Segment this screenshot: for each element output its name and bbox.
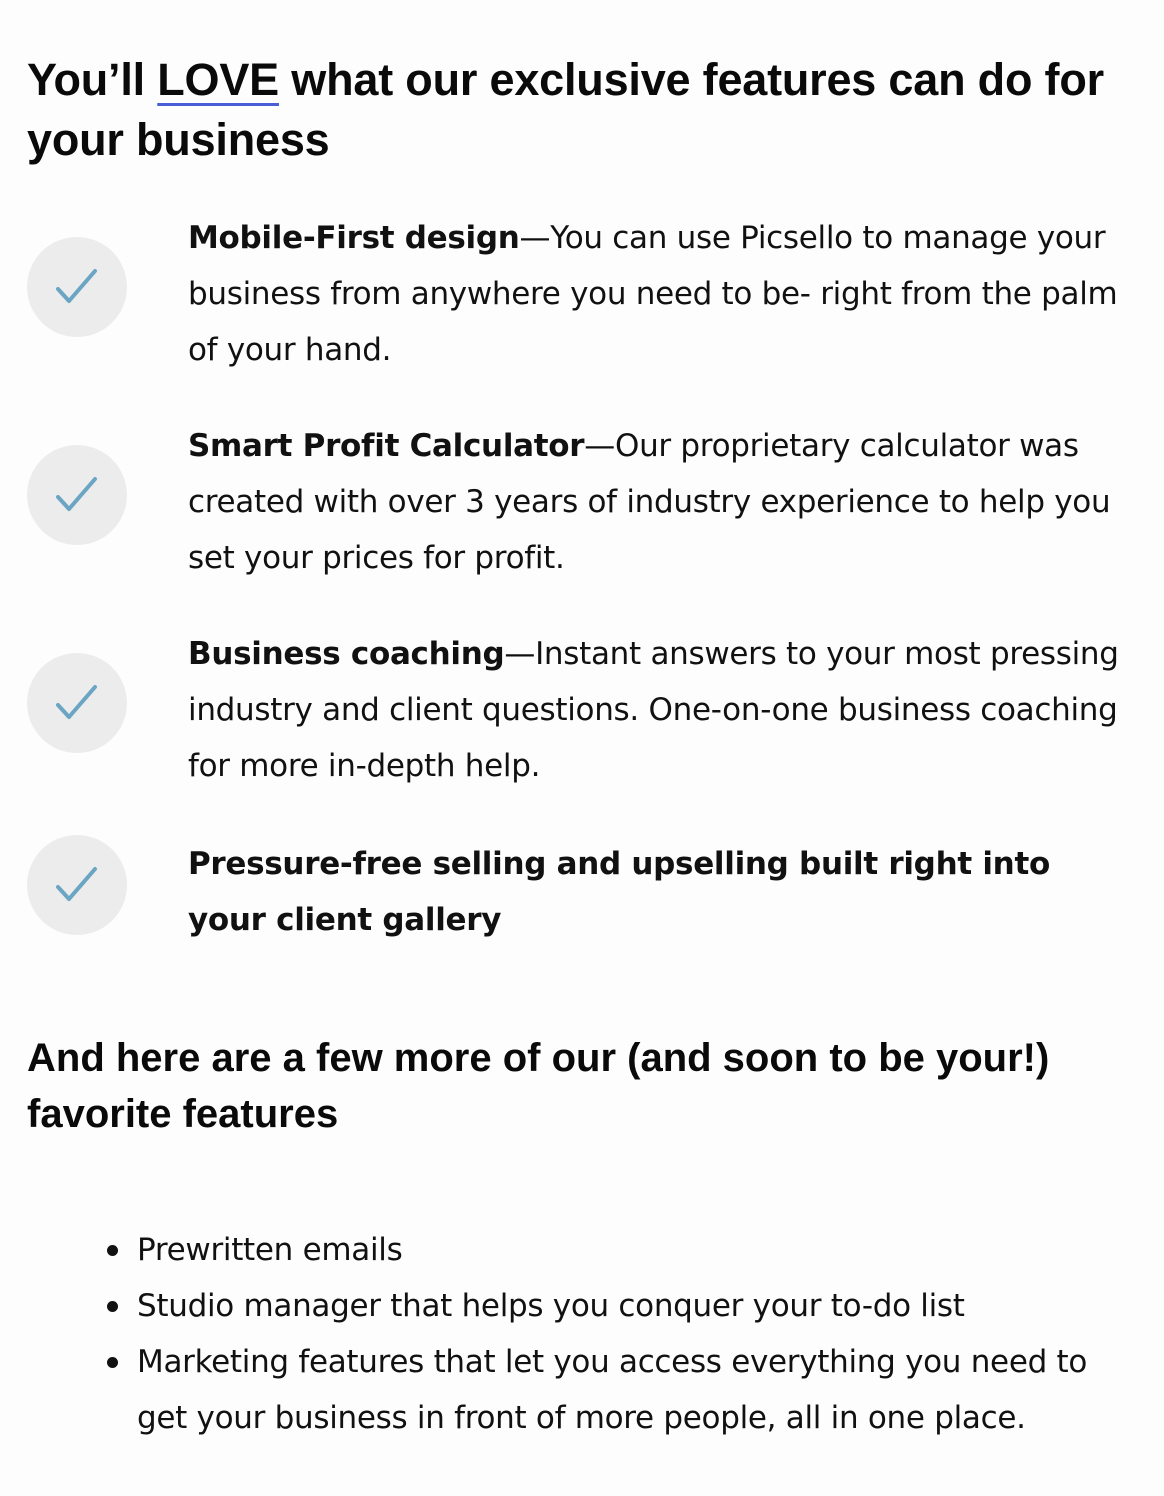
page-title	[27, 50, 1137, 170]
feature-body: Our proprietary calculator was created with over 3 years of industry experience to help you set your prices for profit.	[188, 428, 1111, 576]
list-item-text: Marketing features that let you access everything you need to get your business in front of more people, all in one place.	[137, 1344, 1088, 1436]
list-item	[137, 1222, 1137, 1278]
feature-title: Pressure-free selling and upselling built right into your client gallery	[188, 846, 1050, 938]
list-item	[137, 1278, 1137, 1334]
feature-description	[188, 836, 1088, 948]
feature-title: Mobile-First design	[188, 220, 520, 256]
feature-title: Business coaching	[188, 636, 505, 672]
feature-separator: —	[504, 636, 536, 672]
check-icon	[27, 653, 127, 753]
feature-body: You can use Picsello to manage your business from anywhere you need to be- right from the palm of your hand.	[188, 220, 1118, 368]
feature-description	[188, 418, 1138, 586]
list-item-text: Prewritten emails	[137, 1232, 403, 1268]
list-item	[137, 1334, 1137, 1446]
bullet-icon	[107, 1245, 118, 1256]
feature-description	[188, 210, 1138, 378]
feature-separator: —	[519, 220, 551, 256]
list-item-text: Studio manager that helps you conquer your to-do list	[137, 1288, 965, 1324]
title-after: what our exclusive features can do for your business	[27, 54, 1104, 165]
feature-description	[188, 626, 1138, 794]
feature-body: Instant answers to your most pressing industry and client questions. One-on-one business coaching for more in-depth help.	[188, 636, 1119, 784]
bullet-icon	[107, 1357, 118, 1368]
title-before: You’ll	[27, 54, 158, 105]
check-icon	[27, 835, 127, 935]
title-highlight-love: LOVE	[157, 54, 279, 105]
check-icon	[27, 445, 127, 545]
more-features-list	[137, 1222, 1137, 1446]
bullet-icon	[107, 1301, 118, 1312]
check-icon	[27, 237, 127, 337]
feature-title: Smart Profit Calculator	[188, 428, 585, 464]
more-features-heading: And here are a few more of our (and soon to be your!) favorite features	[27, 1036, 1050, 1136]
feature-separator: —	[584, 428, 615, 464]
